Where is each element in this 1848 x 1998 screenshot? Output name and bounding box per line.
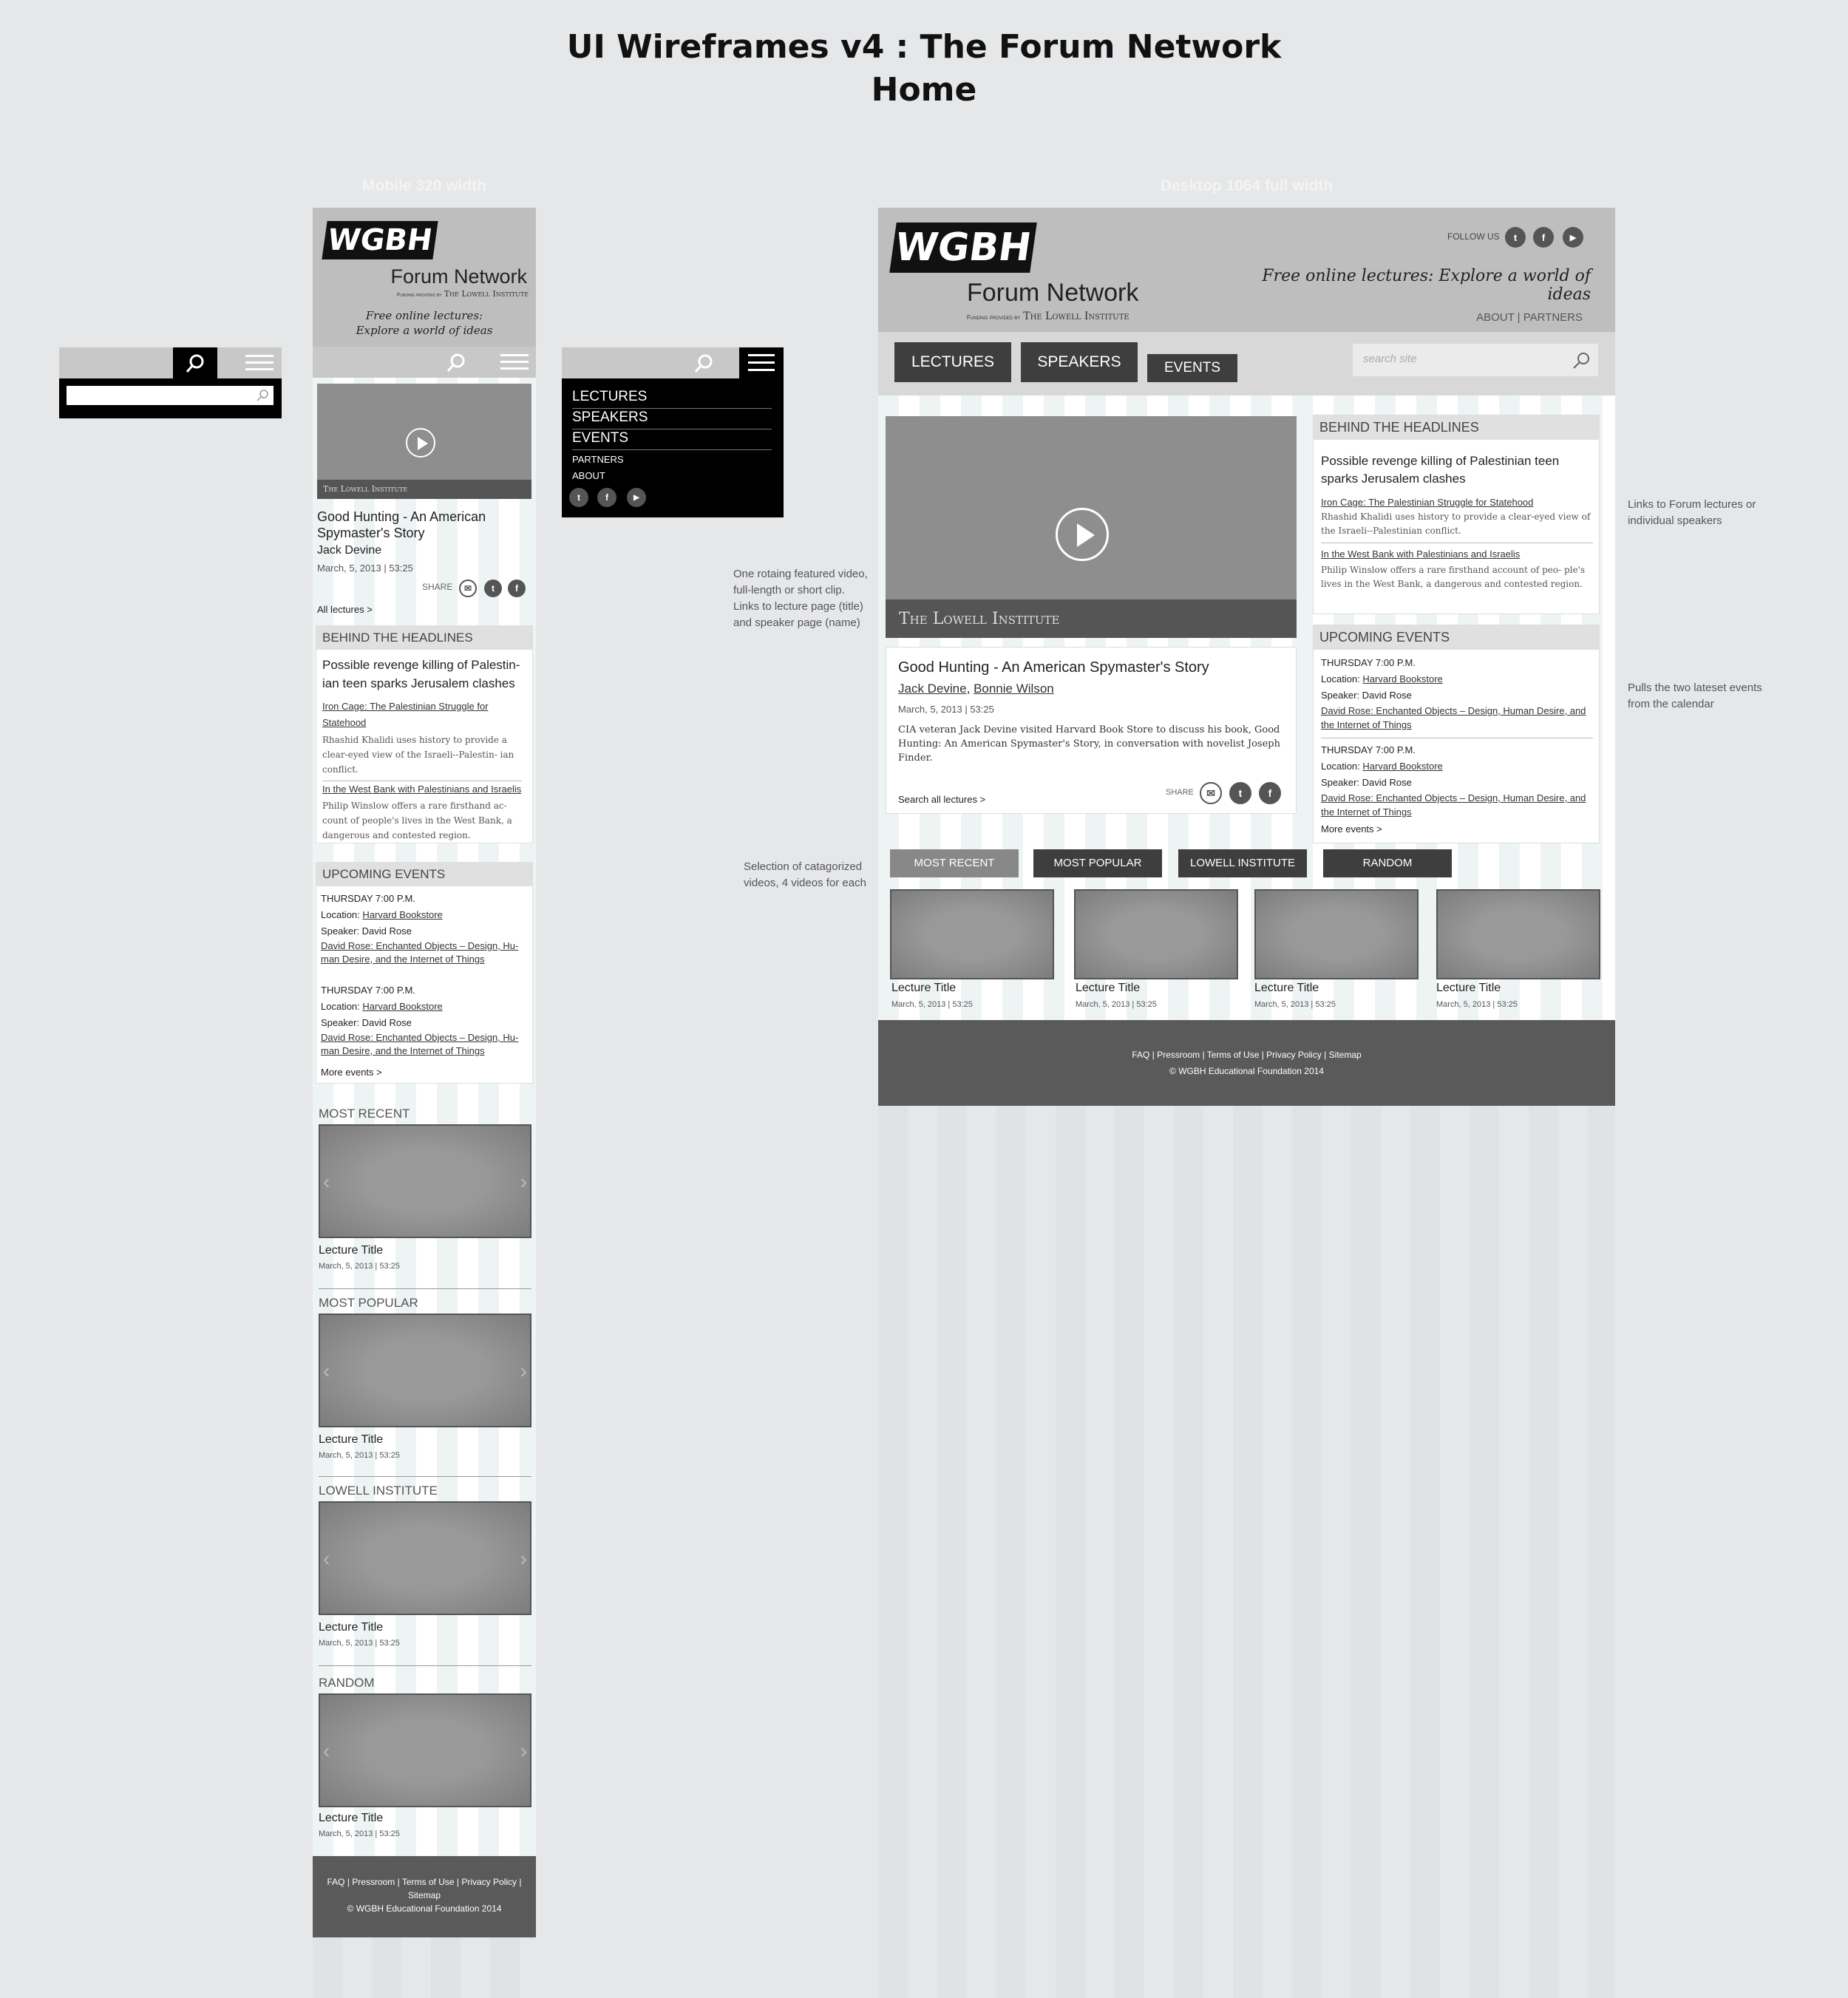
event-title-link[interactable]: David Rose: Enchanted Objects – Design, Human Desire, and the Internet of Things <box>1321 792 1586 818</box>
chevron-right-icon[interactable]: › <box>520 1170 527 1193</box>
forum-network-title: Forum Network <box>967 279 1139 307</box>
desktop-header <box>878 208 1615 332</box>
menu-item-events[interactable]: EVENTS <box>572 430 629 446</box>
hamburger-icon[interactable] <box>245 353 274 373</box>
tagline: Free online lectures: Explore a world of ideas <box>1262 267 1591 304</box>
note-headlines: Links to Forum lectures or individual speakers <box>1628 498 1756 527</box>
search-icon <box>185 353 205 374</box>
twitter-icon[interactable]: t <box>484 580 502 597</box>
event-location-link[interactable]: Harvard Bookstore <box>1362 761 1443 772</box>
event-location-link[interactable]: Harvard Bookstore <box>1362 673 1443 684</box>
lecture-date: March, 5, 2013 | 53:25 <box>1076 1000 1157 1009</box>
menu-item-speakers[interactable]: SPEAKERS <box>572 410 648 425</box>
mobile-page <box>313 208 536 1937</box>
follow-us-label: FOLLOW US <box>1447 231 1500 242</box>
footer-sitemap-link[interactable]: Sitemap <box>407 1890 441 1900</box>
wgbh-logo[interactable]: WGBH <box>889 222 1037 273</box>
funding-line <box>397 289 529 299</box>
share-label: SHARE <box>1166 788 1194 797</box>
share-label: SHARE <box>422 582 453 592</box>
featured-video[interactable] <box>317 384 531 499</box>
lecture-date: March, 5, 2013 | 53:25 <box>1254 1000 1336 1009</box>
wgbh-logo[interactable]: WGBH <box>322 221 438 259</box>
lecture-date: March, 5, 2013 | 53:25 <box>319 1451 400 1460</box>
mobile-content <box>313 378 536 1856</box>
page-subtitle: Home <box>871 71 977 109</box>
desktop-headlines-panel <box>1313 415 1600 614</box>
headline-main: Possible revenge killing of Palestin- ian teen sparks Jerusalem clashes <box>322 658 520 690</box>
footer-links[interactable]: FAQ | Pressroom | Terms of Use | Privacy Policy | Sitemap <box>1132 1050 1362 1060</box>
search-all-lectures-link[interactable]: Search all lectures > <box>898 794 986 805</box>
mobile-toolbar <box>313 347 536 378</box>
desktop-events-panel <box>1313 625 1600 843</box>
video-thumbnail[interactable] <box>890 889 1054 979</box>
search-placeholder: search site <box>1363 353 1417 365</box>
desktop-nav-bar <box>878 332 1615 395</box>
category-most-popular[interactable]: MOST POPULAR <box>319 1296 418 1310</box>
desktop-page <box>878 208 1615 1106</box>
mobile-events-panel <box>316 862 533 1084</box>
lowell-institute-label: The Lowell Institute <box>444 289 529 299</box>
event-speaker: Speaker: David Rose <box>321 925 412 937</box>
note-categorized: Selection of catagorized videos, 4 videos for each <box>744 860 866 889</box>
mobile-search-open-fragment <box>59 347 282 418</box>
funding-label: Funding provided by <box>967 314 1021 321</box>
funding-label: Funding provided by <box>396 293 442 298</box>
footer-copyright: © WGBH Educational Foundation 2014 <box>347 1903 502 1914</box>
event-location: Location: Harvard Bookstore <box>321 909 443 920</box>
lecture-date: March, 5, 2013 | 53:25 <box>891 1000 973 1009</box>
footer-copyright: © WGBH Educational Foundation 2014 <box>1169 1066 1324 1076</box>
chevron-right-icon[interactable]: › <box>520 1359 527 1382</box>
search-input[interactable] <box>1353 344 1598 376</box>
lecture-title[interactable]: Lecture Title <box>891 982 957 994</box>
facebook-icon[interactable]: f <box>1259 782 1281 804</box>
note-featured: One rotaing featured video, full-length or short clip. Links to lecture page (title) and speaker page (name) <box>733 568 868 629</box>
desktop-grid-bg <box>878 1106 1615 1998</box>
chevron-right-icon[interactable]: › <box>520 1739 527 1762</box>
featured-overlay: The Lowell Institute <box>317 480 531 499</box>
event-speaker: Speaker: David Rose <box>1321 777 1412 788</box>
event-location: Location: Harvard Bookstore <box>1321 673 1443 684</box>
email-icon[interactable]: ✉ <box>1200 782 1222 804</box>
headline-desc-1: Rhashid Khalidi uses history to provide a clear-eyed view of the Israeli--Palestinian conflict. <box>1321 512 1591 536</box>
featured-title[interactable]: Good Hunting - An American Spymaster's Story <box>317 509 486 540</box>
event-title-link[interactable]: David Rose: Enchanted Objects – Design, Hu- man Desire, and the Internet of Things <box>321 1032 519 1056</box>
headline-link-1[interactable]: Iron Cage: The Palestinian Struggle for Statehood <box>1321 497 1534 508</box>
lecture-date: March, 5, 2013 | 53:25 <box>319 1639 400 1648</box>
tagline-line1: Free online lectures: <box>365 309 483 322</box>
desktop-column-label: Desktop 1064 full width <box>1160 177 1334 194</box>
desktop-content <box>878 395 1615 1020</box>
facebook-icon[interactable]: f <box>597 488 616 507</box>
category-most-recent[interactable]: MOST RECENT <box>319 1107 410 1121</box>
lecture-date: March, 5, 2013 | 53:25 <box>319 1829 400 1838</box>
search-icon[interactable] <box>1572 351 1591 370</box>
more-events-link[interactable]: More events > <box>321 1067 382 1078</box>
search-icon[interactable] <box>446 353 466 373</box>
headline-desc-2: Philip Winslow offers a rare firsthand ac- count of people's lives in the West Bank, a dangerous and contested region. <box>322 801 512 840</box>
event-time: THURSDAY 7:00 P.M. <box>1321 657 1416 668</box>
mobile-headlines-panel <box>316 625 533 843</box>
video-thumbnail[interactable] <box>1254 889 1419 979</box>
more-events-link[interactable]: More events > <box>1321 823 1382 835</box>
event-time: THURSDAY 7:00 P.M. <box>321 893 415 904</box>
lecture-date: March, 5, 2013 | 53:25 <box>1436 1000 1518 1009</box>
lecture-title[interactable]: Lecture Title <box>319 1621 384 1634</box>
nav-speakers[interactable]: SPEAKERS <box>1021 342 1138 382</box>
events-heading: UPCOMING EVENTS <box>1314 625 1599 650</box>
headline-link-2[interactable]: In the West Bank with Palestinians and Israelis <box>1321 548 1521 560</box>
mobile-grid-bg <box>313 1937 536 1998</box>
mobile-column-label: Mobile 320 width <box>361 177 487 194</box>
speaker-link-1[interactable]: Jack Devine <box>898 682 967 696</box>
menu-item-about[interactable]: ABOUT <box>572 470 605 481</box>
event-title-link[interactable]: David Rose: Enchanted Objects – Design, Human Desire, and the Internet of Things <box>1321 705 1586 730</box>
play-icon[interactable] <box>406 428 435 458</box>
lecture-title[interactable]: Lecture Title <box>319 1244 384 1257</box>
event-location: Location: Harvard Bookstore <box>1321 761 1443 772</box>
category-random[interactable]: RANDOM <box>319 1676 375 1690</box>
menu-toggle-button[interactable] <box>739 347 784 378</box>
youtube-icon[interactable]: ▶ <box>1563 227 1583 248</box>
twitter-icon[interactable]: t <box>569 488 588 507</box>
forum-network-title: Forum Network <box>390 265 527 288</box>
chevron-right-icon[interactable]: › <box>520 1547 527 1570</box>
headline-desc-1: Rhashid Khalidi uses history to provide a clear-eyed view of the Israeli--Palestin- ian conflict. <box>322 735 514 775</box>
video-thumbnail[interactable] <box>1074 889 1238 979</box>
featured-details <box>886 647 1297 814</box>
video-thumbnail[interactable] <box>319 1124 531 1238</box>
events-heading: UPCOMING EVENTS <box>316 863 532 886</box>
event-location: Location: Harvard Bookstore <box>321 1001 443 1012</box>
twitter-icon[interactable]: t <box>1505 227 1526 248</box>
lecture-title[interactable]: Lecture Title <box>1254 982 1319 994</box>
nav-events[interactable]: EVENTS <box>1147 354 1237 382</box>
search-icon <box>256 389 269 402</box>
featured-description: CIA veteran Jack Devine visited Harvard Book Store to discuss his book, Good Hunting: An American Spymaster's Story, in conversation with novelist Joseph Finder. <box>898 724 1280 764</box>
facebook-icon[interactable]: f <box>508 580 526 597</box>
chevron-left-icon[interactable]: ‹ <box>323 1359 330 1382</box>
featured-speakers: Jack Devine, Bonnie Wilson <box>898 682 1054 696</box>
desktop-footer <box>878 1020 1615 1106</box>
hamburger-icon[interactable] <box>500 353 529 372</box>
video-thumbnail[interactable] <box>319 1314 531 1427</box>
menu-item-lectures[interactable]: LECTURES <box>572 389 648 404</box>
event-1 <box>1321 655 1594 732</box>
event-speaker: Speaker: David Rose <box>1321 690 1412 701</box>
all-lectures-link[interactable]: All lectures > <box>317 604 373 615</box>
chevron-left-icon[interactable]: ‹ <box>323 1739 330 1762</box>
play-icon[interactable] <box>1056 508 1109 561</box>
mobile-header <box>313 208 536 347</box>
youtube-icon[interactable]: ▶ <box>627 488 646 507</box>
headline-link-2[interactable]: In the West Bank with Palestinians and Israelis <box>322 784 522 795</box>
tab-lowell-institute[interactable]: LOWELL INSTITUTE <box>1178 849 1307 877</box>
search-icon[interactable] <box>693 353 714 374</box>
event-speaker: Speaker: David Rose <box>321 1017 412 1028</box>
video-thumbnail[interactable] <box>1436 889 1600 979</box>
mobile-footer <box>313 1856 536 1937</box>
category-lowell-institute[interactable]: LOWELL INSTITUTE <box>319 1484 438 1498</box>
hamburger-icon <box>748 354 775 372</box>
event-time: THURSDAY 7:00 P.M. <box>1321 744 1416 755</box>
note-events: Pulls the two lateset events from the calendar <box>1628 682 1762 710</box>
event-location-link[interactable]: Harvard Bookstore <box>362 909 443 920</box>
funding-line <box>967 310 1129 322</box>
event-2 <box>1321 742 1594 819</box>
featured-date: March, 5, 2013 | 53:25 <box>317 563 413 574</box>
tab-random[interactable]: RANDOM <box>1323 849 1452 877</box>
event-2 <box>321 982 528 1058</box>
chevron-left-icon[interactable]: ‹ <box>323 1170 330 1193</box>
video-thumbnail[interactable] <box>319 1693 531 1807</box>
featured-title[interactable]: Good Hunting - An American Spymaster's Story <box>898 659 1209 676</box>
search-toggle-button[interactable] <box>173 347 217 378</box>
mobile-nav-menu <box>562 378 784 517</box>
lecture-title[interactable]: Lecture Title <box>319 1812 384 1824</box>
speaker-link-2[interactable]: Bonnie Wilson <box>974 682 1054 696</box>
tab-most-recent[interactable]: MOST RECENT <box>890 849 1019 877</box>
lecture-title[interactable]: Lecture Title <box>1076 982 1141 994</box>
nav-lectures[interactable]: LECTURES <box>894 342 1011 382</box>
menu-item-partners[interactable]: PARTNERS <box>572 454 624 465</box>
tab-most-popular[interactable]: MOST POPULAR <box>1033 849 1162 877</box>
lecture-title[interactable]: Lecture Title <box>1436 982 1501 994</box>
event-title-link[interactable]: David Rose: Enchanted Objects – Design, Hu- man Desire, and the Internet of Things <box>321 940 519 965</box>
lecture-date: March, 5, 2013 | 53:25 <box>319 1262 400 1271</box>
search-input[interactable] <box>67 386 274 405</box>
search-panel <box>59 378 282 418</box>
chevron-left-icon[interactable]: ‹ <box>323 1547 330 1570</box>
headline-link-1[interactable]: Iron Cage: The Palestinian Struggle for Statehood <box>322 701 489 728</box>
lecture-title[interactable]: Lecture Title <box>319 1433 384 1446</box>
twitter-icon[interactable]: t <box>1229 782 1251 804</box>
event-location-link[interactable]: Harvard Bookstore <box>362 1001 443 1012</box>
video-thumbnail[interactable] <box>319 1501 531 1615</box>
about-partners-links[interactable]: ABOUT | PARTNERS <box>1476 311 1583 324</box>
headline-main: Possible revenge killing of Palestinian teen sparks Jerusalem clashes <box>1321 454 1560 486</box>
page-title: UI Wireframes v4 : The Forum Network <box>566 28 1282 66</box>
featured-video[interactable] <box>886 416 1297 638</box>
email-icon[interactable]: ✉ <box>459 580 477 597</box>
event-time: THURSDAY 7:00 P.M. <box>321 985 415 996</box>
headlines-heading: BEHIND THE HEADLINES <box>316 626 532 650</box>
tagline-line2: Explore a world of ideas <box>356 324 493 337</box>
featured-speaker[interactable]: Jack Devine <box>317 544 382 557</box>
event-1 <box>321 891 528 966</box>
headline-desc-2: Philip Winslow offers a rare firsthand account of peo- ple's lives in the West Bank, a dangerous and contested region. <box>1321 565 1586 589</box>
headlines-heading: BEHIND THE HEADLINES <box>1314 415 1599 440</box>
footer-links[interactable]: FAQ | Pressroom | Terms of Use | Privacy Policy | <box>327 1877 522 1887</box>
facebook-icon[interactable]: f <box>1533 227 1554 248</box>
featured-date: March, 5, 2013 | 53:25 <box>898 704 994 715</box>
featured-overlay: The Lowell Institute <box>886 599 1297 638</box>
mobile-menu-open-fragment <box>562 347 784 517</box>
lowell-institute-label: The Lowell Institute <box>1023 310 1129 322</box>
